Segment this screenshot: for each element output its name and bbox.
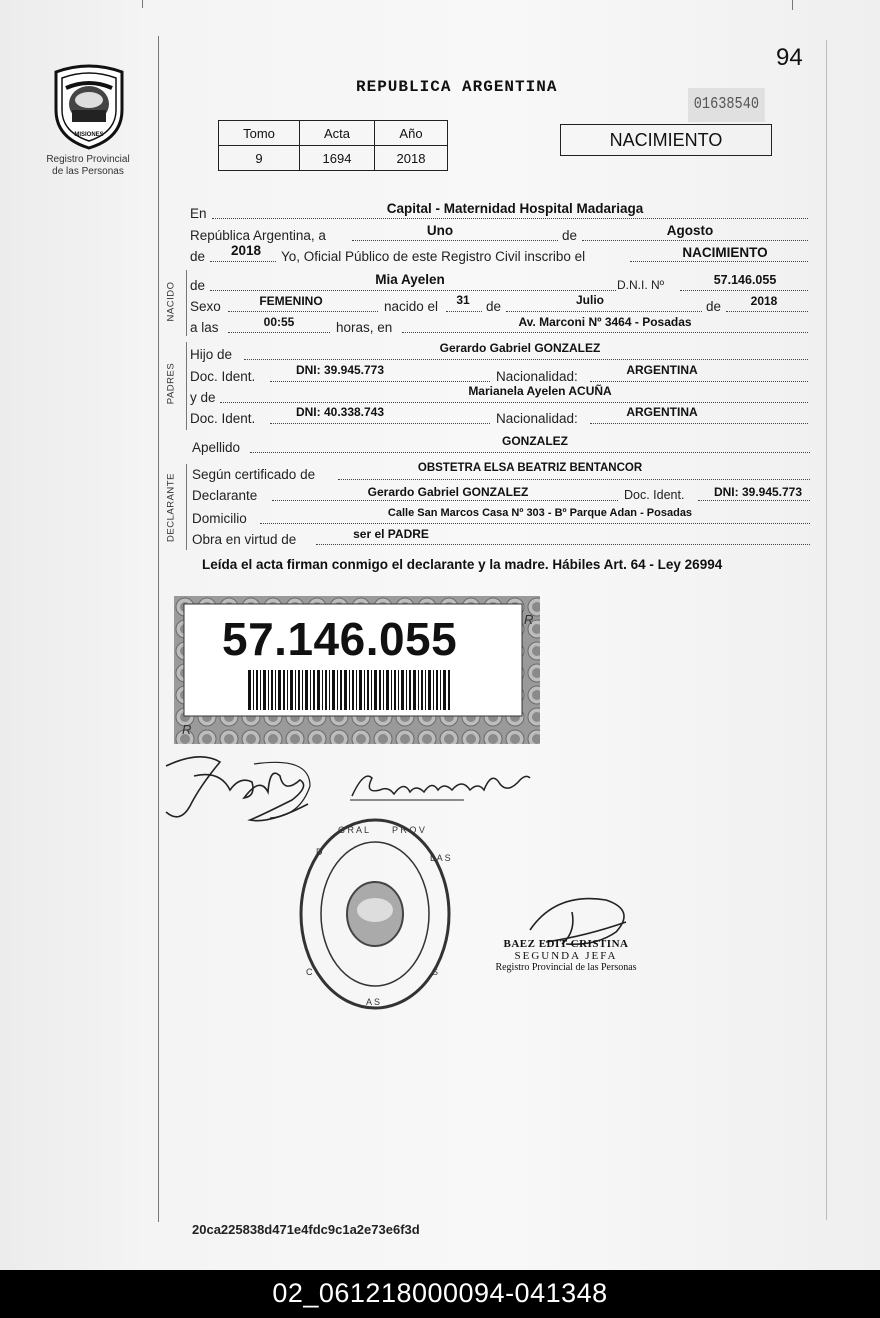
officer-organization: Registro Provincial de las Personas <box>495 962 637 973</box>
dotted-line <box>228 311 378 312</box>
dotted-line <box>402 332 808 333</box>
record-type-box: NACIMIENTO <box>560 124 772 156</box>
volume-table <box>218 120 448 171</box>
barcode <box>248 670 452 710</box>
svg-text:A S: A S <box>366 997 381 1007</box>
declarant-name-value: Gerardo Gabriel GONZALEZ <box>367 485 529 499</box>
label-de-year: de <box>190 249 206 264</box>
label-y-de: y de <box>190 390 216 405</box>
registry-caption: Registro Provincial de las Personas <box>46 154 130 177</box>
section-label-nacido: NACIDO <box>165 281 177 322</box>
legal-text: Leída el acta firman conmigo el declarante y la madre. Hábiles Art. 64 - Ley 26994 <box>202 557 723 572</box>
label-de-month: de <box>486 299 502 314</box>
dotted-line <box>582 240 808 241</box>
official-stamp-icon <box>296 815 454 1013</box>
by-virtue-of-value: ser el PADRE <box>353 527 429 541</box>
value-ano: 2018 <box>375 146 448 171</box>
svg-text:C: C <box>306 967 313 977</box>
dotted-line <box>446 311 482 312</box>
mother-signature <box>344 760 534 808</box>
header-tomo: Tomo <box>219 121 300 146</box>
svg-text:G R A L: G R A L <box>338 825 370 835</box>
sticker-pattern-letter: R <box>182 722 192 737</box>
top-edge-mark-right <box>792 0 793 10</box>
child-name-value: Mia Ayelen <box>375 272 445 287</box>
right-edge-line <box>826 40 827 1220</box>
svg-text:S: S <box>432 967 439 977</box>
section-rule <box>186 270 187 336</box>
serial-number: 01638540 <box>688 88 765 122</box>
label-en: En <box>190 206 207 221</box>
dotted-line <box>352 240 558 241</box>
label-domicilio: Domicilio <box>192 511 247 526</box>
birth-time-value: 00:55 <box>263 315 295 329</box>
dotted-line <box>630 261 808 262</box>
svg-text:D: D <box>316 847 323 857</box>
section-label-padres: PADRES <box>165 362 177 405</box>
dotted-line <box>244 359 808 360</box>
dotted-line <box>506 311 702 312</box>
label-sexo: Sexo <box>190 299 221 314</box>
officer-position: SEGUNDA JEFA <box>514 950 618 962</box>
document-title: REPUBLICA ARGENTINA <box>356 78 558 96</box>
dotted-line <box>316 544 810 545</box>
label-nacido-el: nacido el <box>384 299 439 314</box>
value-acta: 1694 <box>300 146 375 171</box>
section-label-declarante: DECLARANTE <box>165 473 177 542</box>
sticker-dni-number: 57.146.055 <box>222 613 458 665</box>
section-rule <box>186 342 187 430</box>
father-nationality-value: ARGENTINA <box>626 363 698 377</box>
dotted-line <box>228 332 330 333</box>
dotted-line <box>250 452 810 453</box>
label-doc-ident-declarant: Doc. Ident. <box>624 488 685 502</box>
header-ano: Año <box>375 121 448 146</box>
place-value: Capital - Maternidad Hospital Madariaga <box>386 201 644 216</box>
birth-day-value: 31 <box>456 293 470 307</box>
father-name-value: Gerardo Gabriel GONZALEZ <box>439 341 601 355</box>
officer-name: BAEZ EDIT CRISTINA <box>503 938 629 950</box>
label-yo-oficial: Yo, Oficial Público de este Registro Civil inscribo el <box>281 249 586 264</box>
sex-value: FEMENINO <box>259 294 323 308</box>
month-text-value: Agosto <box>666 223 714 238</box>
svg-text:MISIONES: MISIONES <box>74 132 104 138</box>
declarant-address-value: Calle San Marcos Casa Nº 303 - Bº Parque Adan - Posadas <box>387 507 693 519</box>
value-tomo: 9 <box>219 146 300 171</box>
label-nacionalidad-father: Nacionalidad: <box>496 369 578 384</box>
sticker-pattern-letter: R <box>524 612 534 627</box>
label-doc-ident-father: Doc. Ident. <box>190 369 256 384</box>
label-dni: D.N.I. Nº <box>617 278 665 292</box>
svg-text:P R O V: P R O V <box>392 825 425 835</box>
label-doc-ident-mother: Doc. Ident. <box>190 411 256 426</box>
surname-value: GONZALEZ <box>502 434 568 448</box>
label-segun-certificado: Según certificado de <box>192 467 316 482</box>
dotted-line <box>590 423 808 424</box>
dotted-line <box>338 479 810 480</box>
left-margin-line <box>158 36 159 1222</box>
dotted-line <box>726 311 808 312</box>
dotted-line <box>270 423 490 424</box>
dotted-line <box>680 290 808 291</box>
header-acta: Acta <box>300 121 375 146</box>
declarant-doc-value: DNI: 39.945.773 <box>713 485 803 499</box>
dotted-line <box>270 381 490 382</box>
label-obra-en-virtud: Obra en virtud de <box>192 532 297 547</box>
dotted-line <box>590 381 808 382</box>
mother-doc-value: DNI: 40.338.743 <box>295 405 385 419</box>
page-number: 94 <box>776 44 803 71</box>
dotted-line <box>698 500 810 501</box>
footer-id: 02_061218000094-041348 <box>0 1270 880 1318</box>
province-crest-icon <box>50 64 128 150</box>
father-doc-value: DNI: 39.945.773 <box>295 363 385 377</box>
mother-nationality-value: ARGENTINA <box>626 405 698 419</box>
section-rule <box>186 464 187 550</box>
dotted-line <box>220 402 808 403</box>
label-nacionalidad-mother: Nacionalidad: <box>496 411 578 426</box>
certificate-by-value: OBSTETRA ELSA BEATRIZ BENTANCOR <box>417 462 643 474</box>
label-de: de <box>562 228 578 243</box>
svg-text:L A S: L A S <box>430 853 451 863</box>
mother-name-value: Marianela Ayelen ACUÑA <box>468 384 612 398</box>
officer-block <box>476 938 656 973</box>
dotted-line <box>210 261 276 262</box>
document-hash: 20ca225838d471e4fdc9c1a2e73e6f3d <box>192 1222 420 1237</box>
label-apellido: Apellido <box>192 440 241 455</box>
label-hijo-de: Hijo de <box>190 347 233 362</box>
day-text-value: Uno <box>426 223 454 238</box>
dotted-line <box>260 523 810 524</box>
year-value: 2018 <box>230 243 262 258</box>
label-republica: República Argentina, a <box>190 228 326 243</box>
record-kind-value: NACIMIENTO <box>682 245 768 260</box>
label-a-las: a las <box>190 320 219 335</box>
top-edge-mark <box>142 0 143 8</box>
dotted-line <box>272 500 618 501</box>
dotted-line <box>212 218 808 219</box>
label-horas-en: horas, en <box>336 320 393 335</box>
child-dni-value: 57.146.055 <box>713 273 777 287</box>
birth-year-value: 2018 <box>750 294 778 308</box>
dotted-line <box>210 290 616 291</box>
label-declarante: Declarante <box>192 488 258 503</box>
label-de-birth-year: de <box>706 299 722 314</box>
birth-place-value: Av. Marconi Nº 3464 - Posadas <box>518 315 692 329</box>
birth-month-value: Julio <box>575 293 604 307</box>
label-de-child: de <box>190 278 206 293</box>
